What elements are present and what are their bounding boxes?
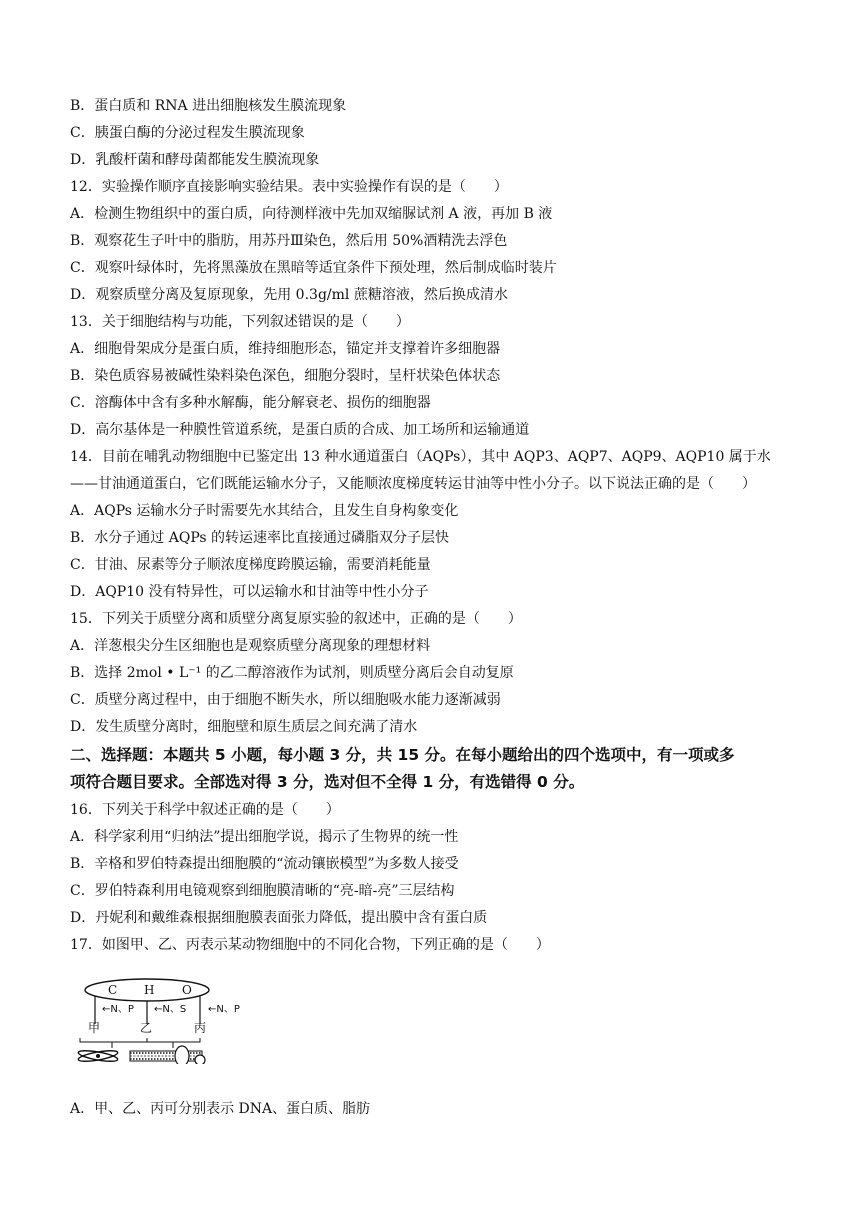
- cell-membrane-icon: [130, 1046, 205, 1064]
- q17-diagram-svg: [72, 972, 252, 1064]
- element-h: H: [144, 983, 155, 997]
- q17-option-a: A．甲、乙、丙可分别表示 DNA、蛋白质、脂肪: [70, 1101, 371, 1117]
- q11-option-d: D．乳酸杆菌和酵母菌都能发生膜流现象: [70, 152, 320, 168]
- q16-option-c: C．罗伯特森利用电镜观察到细胞膜清晰的“亮-暗-亮”三层结构: [70, 883, 455, 899]
- q16-stem: 16．下列关于科学中叙述正确的是（ ）: [70, 802, 340, 818]
- compound-label-yi: 乙: [140, 1021, 153, 1035]
- bracket-left: [80, 1038, 147, 1042]
- q11-option-c: C．胰蛋白酶的分泌过程发生膜流现象: [70, 125, 305, 141]
- q15-option-b: B．选择 2mol • L⁻¹ 的乙二醇溶液作为试剂，则质壁分离后会自动复原: [70, 665, 514, 681]
- q15-stem: 15．下列关于质壁分离和质壁分离复原实验的叙述中，正确的是（ ）: [70, 611, 522, 627]
- arrow-label-np-left: ←N、P: [102, 1004, 134, 1015]
- q11-option-b: B．蛋白质和 RNA 进出细胞核发生膜流现象: [70, 98, 347, 114]
- section2-heading-line2: 项符合题目要求。全部选对得 3 分，选对但不全得 1 分，有选错得 0 分。: [70, 773, 585, 791]
- q16-option-b: B．辛格和罗伯特森提出细胞膜的“流动镶嵌模型”为多数人接受: [70, 856, 459, 872]
- arrow-label-ns: ←N、S: [154, 1004, 187, 1015]
- q16-option-a: A．科学家利用“归纳法”提出细胞学说，揭示了生物界的统一性: [70, 829, 459, 845]
- compound-label-bing: 丙: [194, 1021, 207, 1035]
- q14-option-c: C．甘油、尿素等分子顺浓度梯度跨膜运输，需要消耗能量: [70, 557, 431, 573]
- arrow-label-np-right: ←N、P: [208, 1004, 240, 1015]
- q12-option-a: A．检测生物组织中的蛋白质，向待测样液中先加双缩脲试剂 A 液，再加 B 液: [70, 206, 553, 222]
- q16-option-d: D．丹妮利和戴维森根据细胞膜表面张力降低，提出膜中含有蛋白质: [70, 910, 488, 926]
- chromosome-icon: [78, 1049, 119, 1064]
- q14-option-d: D．AQP10 没有特异性，可以运输水和甘油等中性小分子: [70, 584, 429, 600]
- q15-option-c: C．质壁分离过程中，由于细胞不断失水，所以细胞吸水能力逐渐减弱: [70, 692, 501, 708]
- q12-option-c: C．观察叶绿体时，先将黑藻放在黑暗等适宜条件下预处理，然后制成临时装片: [70, 260, 557, 276]
- q15-option-a: A．洋葱根尖分生区细胞也是观察质壁分离现象的理想材料: [70, 638, 431, 654]
- q14-stem-line1: 14．目前在哺乳动物细胞中已鉴定出 13 种水通道蛋白（AQPs），其中 AQP3、AQP7、AQP9、AQP10 属于水: [70, 449, 771, 465]
- q17-compound-diagram: [72, 972, 252, 1064]
- q12-option-b: B．观察花生子叶中的脂肪，用苏丹Ⅲ染色，然后用 50%酒精洗去浮色: [70, 233, 508, 249]
- q17-stem: 17．如图甲、乙、丙表示某动物细胞中的不同化合物，下列正确的是（ ）: [70, 937, 550, 953]
- q14-stem-line2: ——甘油通道蛋白，它们既能运输水分子，又能顺浓度梯度转运甘油等中性小分子。以下说法正确的是（ ）: [70, 476, 756, 492]
- section2-heading-line1: 二、选择题：本题共 5 小题，每小题 3 分，共 15 分。在每小题给出的四个选项中，有一项或多: [70, 746, 735, 764]
- q13-stem: 13．关于细胞结构与功能，下列叙述错误的是（ ）: [70, 314, 410, 330]
- q13-option-d: D．高尔基体是一种膜性管道系统，是蛋白质的合成、加工场所和运输通道: [70, 422, 530, 438]
- q15-option-d: D．发生质壁分离时，细胞壁和原生质层之间充满了清水: [70, 719, 418, 735]
- q14-option-a: A．AQPs 运输水分子时需要先水其结合，且发生自身构象变化: [70, 503, 459, 519]
- element-c: C: [108, 983, 118, 997]
- element-o: O: [182, 983, 192, 997]
- q13-option-a: A．细胞骨架成分是蛋白质，维持细胞形态，锚定并支撑着许多细胞器: [70, 341, 501, 357]
- q12-stem: 12．实验操作顺序直接影响实验结果。表中实验操作有误的是（ ）: [70, 179, 508, 195]
- compound-label-jia: 甲: [88, 1021, 101, 1035]
- q14-option-b: B．水分子通过 AQPs 的转运速率比直接通过磷脂双分子层快: [70, 530, 450, 546]
- q12-option-d: D．观察质壁分离及复原现象，先用 0.3g/ml 蔗糖溶液，然后换成清水: [70, 287, 508, 303]
- q13-option-b: B．染色质容易被碱性染料染色深色，细胞分裂时，呈杆状染色体状态: [70, 368, 501, 384]
- bracket-right: [147, 1038, 200, 1042]
- q13-option-c: C．溶酶体中含有多种水解酶，能分解衰老、损伤的细胞器: [70, 395, 431, 411]
